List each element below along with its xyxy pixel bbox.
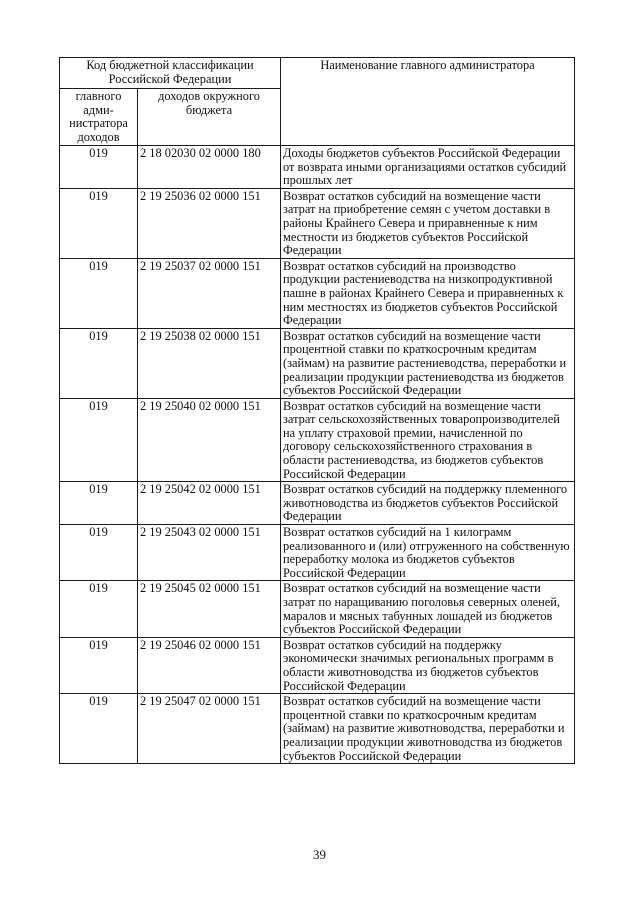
table-row [60, 694, 575, 764]
table-row [60, 258, 575, 328]
administrator-name-cell: Возврат остатков субсидий на возмещение части затрат на приобретение семян с учетом доставки в районы Крайнего Севера и приравненные к ним местности из бюджетов субъектов Российской Федерации [281, 188, 575, 258]
admin-code-cell: 019 [60, 146, 138, 189]
administrator-name-cell: Доходы бюджетов субъектов Российской Федерации от возврата иными организациями остатков субсидий прошлых лет [281, 146, 575, 189]
page-number: 39 [313, 847, 326, 862]
admin-code-cell: 019 [60, 581, 138, 637]
table-row [60, 398, 575, 482]
administrator-name-cell: Возврат остатков субсидий на поддержку экономически значимых региональных программ в области животноводства из бюджетов субъектов Российской Федерации [281, 637, 575, 693]
admin-code-cell: 019 [60, 525, 138, 581]
admin-code-cell: 019 [60, 328, 138, 398]
income-code-cell: 2 19 25047 02 0000 151 [138, 694, 281, 764]
administrator-name-cell: Возврат остатков субсидий на 1 килограмм реализованного и (или) отгруженного на собственную переработку молока из бюджетов субъектов Российской Федерации [281, 525, 575, 581]
income-code-cell: 2 19 25042 02 0000 151 [138, 482, 281, 525]
administrator-name-cell: Возврат остатков субсидий на возмещение части затрат сельскохозяйственных товаропроизводителей на уплату страховой премии, начисленной по договору сельскохозяйственного страхования в области растениеводства, из бюджетов субъектов Российской Федерации [281, 398, 575, 482]
admin-code-cell: 019 [60, 694, 138, 764]
table-row [60, 328, 575, 398]
table-row [60, 482, 575, 525]
income-code-cell: 2 19 25046 02 0000 151 [138, 637, 281, 693]
table-row [60, 581, 575, 637]
header-budget-classification-code: Код бюджетной классификации Российской Федерации [60, 58, 281, 89]
admin-code-cell: 019 [60, 258, 138, 328]
administrator-name-cell: Возврат остатков субсидий на поддержку племенного животноводства из бюджетов субъектов Российской Федерации [281, 482, 575, 525]
header-administrator-name: Наименование главного администратора [281, 58, 575, 146]
admin-code-cell: 019 [60, 482, 138, 525]
admin-code-cell: 019 [60, 637, 138, 693]
table-body [60, 146, 575, 764]
table-row [60, 637, 575, 693]
table-row [60, 188, 575, 258]
income-code-cell: 2 19 25036 02 0000 151 [138, 188, 281, 258]
income-code-cell: 2 18 02030 02 0000 180 [138, 146, 281, 189]
table-row [60, 146, 575, 189]
admin-code-cell: 019 [60, 398, 138, 482]
administrator-name-cell: Возврат остатков субсидий на возмещение части затрат по наращиванию поголовья северных оленей, маралов и мясных табунных лошадей из бюджетов субъектов Российской Федерации [281, 581, 575, 637]
table-row [60, 525, 575, 581]
income-code-cell: 2 19 25038 02 0000 151 [138, 328, 281, 398]
administrator-name-cell: Возврат остатков субсидий на возмещение части процентной ставки по краткосрочным кредитам (займам) на развитие растениеводства, переработки и реализации продукции растениеводства из бюджетов субъектов Российской Федерации [281, 328, 575, 398]
admin-code-cell: 019 [60, 188, 138, 258]
budget-classification-table [59, 57, 575, 764]
income-code-cell: 2 19 25043 02 0000 151 [138, 525, 281, 581]
administrator-name-cell: Возврат остатков субсидий на производство продукции растениеводства на низкопродуктивной пашне в районах Крайнего Севера и приравненных к ним местностях из бюджетов субъектов Российской Федерации [281, 258, 575, 328]
header-district-budget-income: доходов окружного бюджета [138, 89, 281, 146]
administrator-name-cell: Возврат остатков субсидий на возмещение части процентной ставки по краткосрочным кредитам (займам) на развитие животноводства, переработки и реализации продукции животноводства из бюджетов субъектов Российской Федерации [281, 694, 575, 764]
header-main-administrator: главного адми-нистратора доходов [60, 89, 138, 146]
income-code-cell: 2 19 25037 02 0000 151 [138, 258, 281, 328]
income-code-cell: 2 19 25040 02 0000 151 [138, 398, 281, 482]
income-code-cell: 2 19 25045 02 0000 151 [138, 581, 281, 637]
